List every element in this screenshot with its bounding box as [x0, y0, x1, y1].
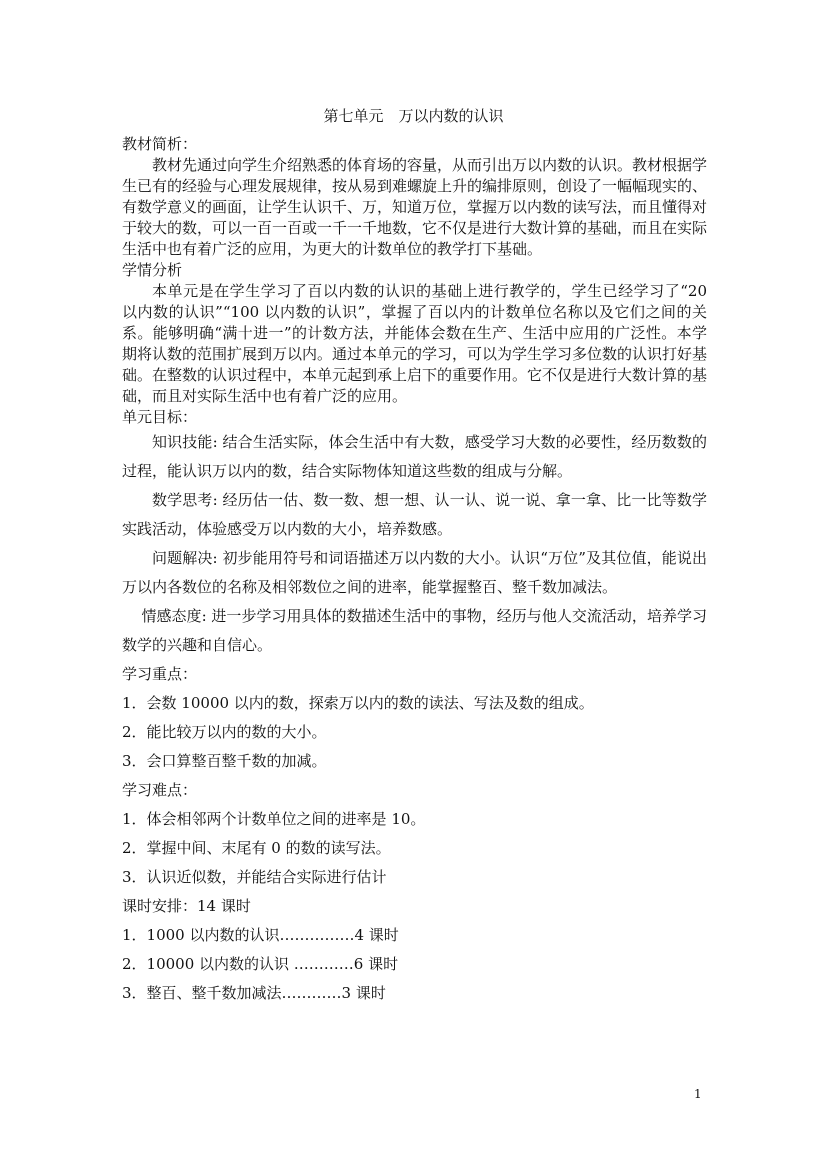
key-point-item: 3．会口算整百整千数的加减。 — [122, 752, 327, 770]
key-point-item: 2．能比较万以内的数的大小。 — [122, 723, 327, 741]
document-body — [122, 134, 707, 1008]
goal-emotion: 情感态度: 进一步学习用具体的数描述生活中的事物，经历与他人交流活动，培养学习数学的兴趣和自信心。 — [122, 607, 707, 654]
materials-heading: 教材简析： — [122, 135, 198, 153]
key-point-item: 1．会数 10000 以内的数，探索万以内的数的读法、写法及数的组成。 — [122, 694, 594, 712]
materials-paragraph: 教材先通过向学生介绍熟悉的体育场的容量，从而引出万以内数的认识。教材根据学生已有的经验与心理发展规律，按从易到难螺旋上升的编排原则，创设了一幅幅现实的、有数学意义的画面，让学生认识千、万，知道万位，掌握万以内数的读写法，而且懂得对于较大的数，可以一百一百或一千一千地数，它不仅是进行大数计算的基础，而且在实际生活中也有着广泛的应用，为更大的计数单位的教学打下基础。 — [122, 156, 708, 258]
page-number: 1 — [694, 1087, 702, 1101]
goal-thinking: 数学思考: 经历估一估、数一数、想一想、认一认、说一说、拿一拿、比一比等数学实践活动，体验感受万以内数的大小，培养数感。 — [122, 491, 707, 538]
goal-knowledge: 知识技能: 结合生活实际，体会生活中有大数，感受学习大数的必要性，经历数数的过程，能认识万以内的数，结合实际物体知道这些数的组成与分解。 — [122, 433, 707, 480]
difficult-point-item: 2．掌握中间、末尾有 0 的数的读写法。 — [122, 839, 391, 857]
schedule-heading: 课时安排：14 课时 — [122, 897, 251, 915]
difficult-point-item: 1．体会相邻两个计数单位之间的进率是 10。 — [122, 810, 426, 828]
key-heading: 学习重点： — [122, 665, 198, 683]
goals-heading: 单元目标： — [122, 408, 198, 426]
difficult-heading: 学习难点： — [122, 781, 198, 799]
goal-problem-solving: 问题解决: 初步能用符号和词语描述万以内数的大小。认识“万位”及其位值，能说出万以内各数位的名称及相邻数位之间的进率，能掌握整百、整千数加减法。 — [122, 549, 707, 596]
difficult-point-item: 3．认识近似数，并能结合实际进行估计 — [122, 868, 387, 886]
document-title: 第七单元 万以内数的认识 — [323, 107, 504, 125]
analysis-heading: 学情分析 — [122, 261, 183, 279]
analysis-paragraph: 本单元是在学生学习了百以内数的认识的基础上进行教学的，学生已经学习了“20 以内数的认识”“100 以内数的认识”，掌握了百以内的计数单位名称以及它们之间的关系。能够明确“满十进一”的计数方法，并能体会数在生产、生活中应用的广泛性。本学期将认数的范围扩展到万以内。通过本单元的学习，可以为学生学习多位数的认识打好基础。在整数的认识过程中，本单元起到承上启下的重要作用。它不仅是进行大数计算的基础，而且对实际生活中也有着广泛的应用。 — [122, 282, 708, 405]
schedule-item: 2．10000 以内数的认识 …………6 课时 — [122, 955, 399, 973]
schedule-item: 1．1000 以内数的认识……………4 课时 — [122, 926, 399, 944]
schedule-item: 3．整百、整千数加减法…………3 课时 — [122, 984, 386, 1002]
